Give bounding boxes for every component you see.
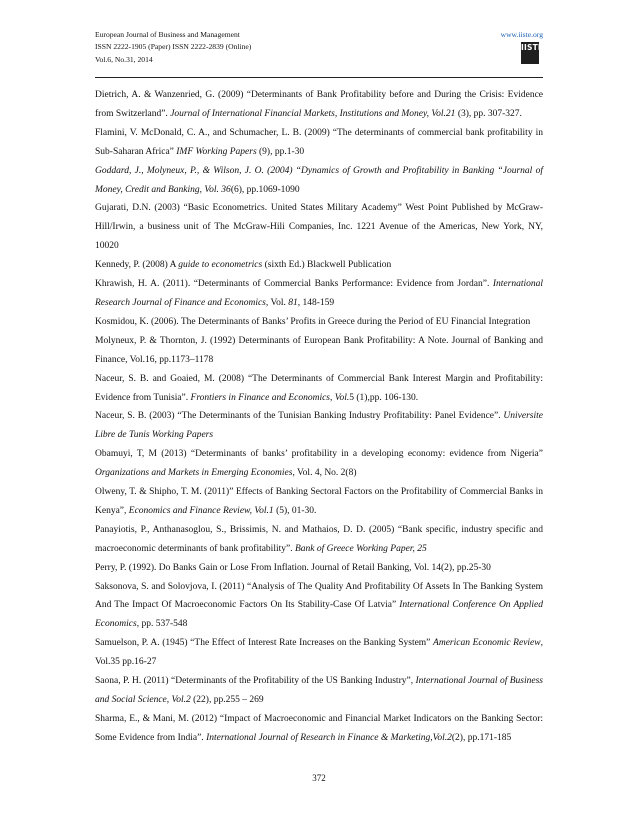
reference-text-segment: , Vol. 4, No. 2(8) — [292, 468, 357, 479]
page-header — [95, 29, 543, 66]
reference-text-segment: Kennedy, P. (2008) A — [95, 260, 179, 271]
reference-text-segment: (9), pp.1-30 — [256, 146, 305, 157]
reference-entry — [95, 162, 543, 200]
reference-entry — [95, 559, 543, 578]
reference-italic-segment: 81 — [288, 297, 298, 308]
page-number: 372 — [312, 773, 326, 783]
journal-info — [95, 29, 543, 66]
reference-italic-segment: Organizations and Markets in Emerging Economies — [95, 468, 293, 479]
reference-text-segment: Flamini, V. McDonald, C. A., and Schumacher, L. B. (2009) “The determinants of commercial bank profitability in Sub-Saharan Africa” — [95, 127, 543, 157]
reference-italic-segment: Frontiers in Finance and Economics, Vol. — [190, 392, 350, 403]
reference-entry — [95, 483, 543, 521]
reference-text-segment: Perry, P. (1992). Do Banks Gain or Lose From Inflation. Journal of Retail Banking, Vol. 14(2), pp.25-30 — [95, 562, 491, 573]
reference-italic-segment: Journal of International Financial Markets, Institutions and Money, Vol.21 — [170, 108, 456, 119]
reference-italic-segment: International Conference On Applied Economics — [95, 600, 543, 630]
reference-text-segment: (2), pp.171-185 — [451, 732, 512, 743]
reference-text-segment: Panayiotis, P., Anthanasoglou, S., Brissimis, N. and Mathaios, D. D. (2005) “Bank specific, industry specific and macroeconomic determinants of bank profitability”. — [95, 524, 543, 554]
reference-text-segment: (5), 01-30. — [273, 505, 317, 516]
journal-title: European Journal of Business and Management — [95, 30, 240, 39]
reference-text-segment: (6), pp.1069-1090 — [230, 184, 300, 195]
reference-entry — [95, 86, 543, 124]
reference-entry — [95, 672, 543, 710]
reference-entry — [95, 313, 543, 332]
reference-entry — [95, 256, 543, 275]
reference-italic-segment: guide to econometrics — [178, 260, 263, 271]
volume-line: Vol.6, No.31, 2014 — [95, 54, 153, 64]
iiste-logo — [521, 42, 544, 64]
reference-text-segment: Naceur, S. B. and Goaied, M. (2008) “The Determinants of Commercial Bank Interest Margin and Profitability: Evidence from Tunisia”. — [95, 373, 543, 403]
reference-entry — [95, 275, 543, 313]
reference-entry — [95, 370, 543, 408]
reference-italic-segment: American Economic Review — [433, 638, 541, 649]
reference-text-segment: Kosmidou, K. (2006). The Determinants of Banks’ Profits in Greece during the Period of EU Financial Integration — [95, 316, 531, 327]
reference-text-segment: , Vol. — [265, 297, 289, 308]
reference-text-segment: 5 (1),pp. 106-130. — [349, 392, 419, 403]
reference-italic-segment: International Journal of Business and Social Science, Vol.2 — [95, 676, 543, 705]
reference-text-segment: , Vol.35 pp.16-27 — [95, 638, 543, 668]
reference-italic-segment: IMF Working Papers — [176, 146, 257, 157]
reference-entry — [95, 521, 543, 559]
reference-text-segment: Saksonova, S. and Solovjova, I. (2011) “Analysis of The Quality And Profitability Of Assets In The Banking System And The Impact Of Macroeconomic Factors On Its Stability-Case Of Latvia” — [95, 581, 543, 611]
reference-entry — [95, 634, 543, 672]
iiste-logo-text: IISTE — [521, 43, 544, 52]
reference-text-segment: Samuelson, P. A. (1945) “The Effect of Interest Rate Increases on the Banking System” — [95, 638, 434, 649]
reference-italic-segment: Bank of Greece Working Paper, 25 — [294, 543, 427, 554]
reference-entry — [95, 445, 543, 483]
reference-entry — [95, 710, 543, 748]
reference-text-segment: , 148-159 — [297, 297, 335, 308]
reference-italic-segment: Goddard, J., Molyneux, P., & Wilson, J. O. (2004) “Dynamics of Growth and Profitability in Banking “Journal of Money, Credit and Banking, Vol. 36 — [95, 165, 543, 195]
journal-url-link[interactable]: www.iiste.org — [500, 30, 543, 39]
reference-text-segment: Saona, P. H. (2011) “Determinants of the Profitability of the US Banking Industry”, — [95, 676, 416, 687]
reference-italic-segment: Universite Libre de Tunis Working Papers — [95, 411, 543, 441]
reference-text-segment: Molyneux, P. & Thornton, J. (1992) Determinants of European Bank Profitability: A Note. Journal of Banking and Finance, Vol.16, pp.1173–1178 — [95, 335, 543, 365]
reference-list — [95, 86, 543, 748]
reference-text-segment: (3), pp. 307-327. — [455, 108, 522, 119]
reference-entry — [95, 124, 543, 162]
header-divider — [95, 77, 543, 78]
reference-text-segment: Gujarati, D.N. (2003) “Basic Econometrics. United States Military Academy” West Point Published by McGraw-Hill/Irwin, a business unit of The McGraw-Hili Companies, Inc. 1221 Avenue of the Americas, New York, NY, 10020 — [95, 203, 543, 252]
reference-text-segment: Khrawish, H. A. (2011). “Determinants of Commercial Banks Performance: Evidence from Jordan”. — [95, 279, 493, 290]
reference-text-segment: Obamuyi, T, M (2013) “Determinants of banks’ profitability in a developing economy: evidence from Nigeria” — [95, 449, 543, 460]
issn-line: ISSN 2222-1905 (Paper) ISSN 2222-2839 (Online) — [95, 42, 252, 52]
reference-text-segment: (sixth Ed.) Blackwell Publication — [262, 260, 392, 271]
reference-italic-segment: International Research Journal of Finance and Economics — [95, 279, 543, 308]
reference-entry — [95, 332, 543, 370]
reference-text-segment: Sharma, E., & Mani, M. (2012) “Impact of Macroeconomic and Financial Market Indicators on the Banking Sector: Some Evidence from India”. — [95, 713, 543, 743]
reference-text-segment: Naceur, S. B. (2003) “The Determinants of the Tunisian Banking Industry Profitability: Panel Evidence”. — [95, 411, 504, 422]
reference-entry — [95, 407, 543, 445]
reference-italic-segment: International Journal of Research in Finance & Marketing,Vol.2 — [206, 732, 452, 743]
reference-italic-segment: Economics and Finance Review, Vol.1 — [128, 505, 274, 516]
reference-text-segment: (22), pp.255 – 269 — [190, 695, 264, 705]
reference-entry — [95, 199, 543, 256]
reference-text-segment: Dietrich, A. & Wanzenried, G. (2009) “Determinants of Bank Profitability before and During the Crisis: Evidence from Switzerland”. — [95, 90, 543, 119]
reference-text-segment: , pp. 537-548 — [136, 619, 188, 630]
reference-entry — [95, 578, 543, 635]
reference-text-segment: Olweny, T. & Shipho, T. M. (2011)” Effects of Banking Sectoral Factors on the Profitability of Commercial Banks in Kenya”, — [95, 487, 543, 516]
